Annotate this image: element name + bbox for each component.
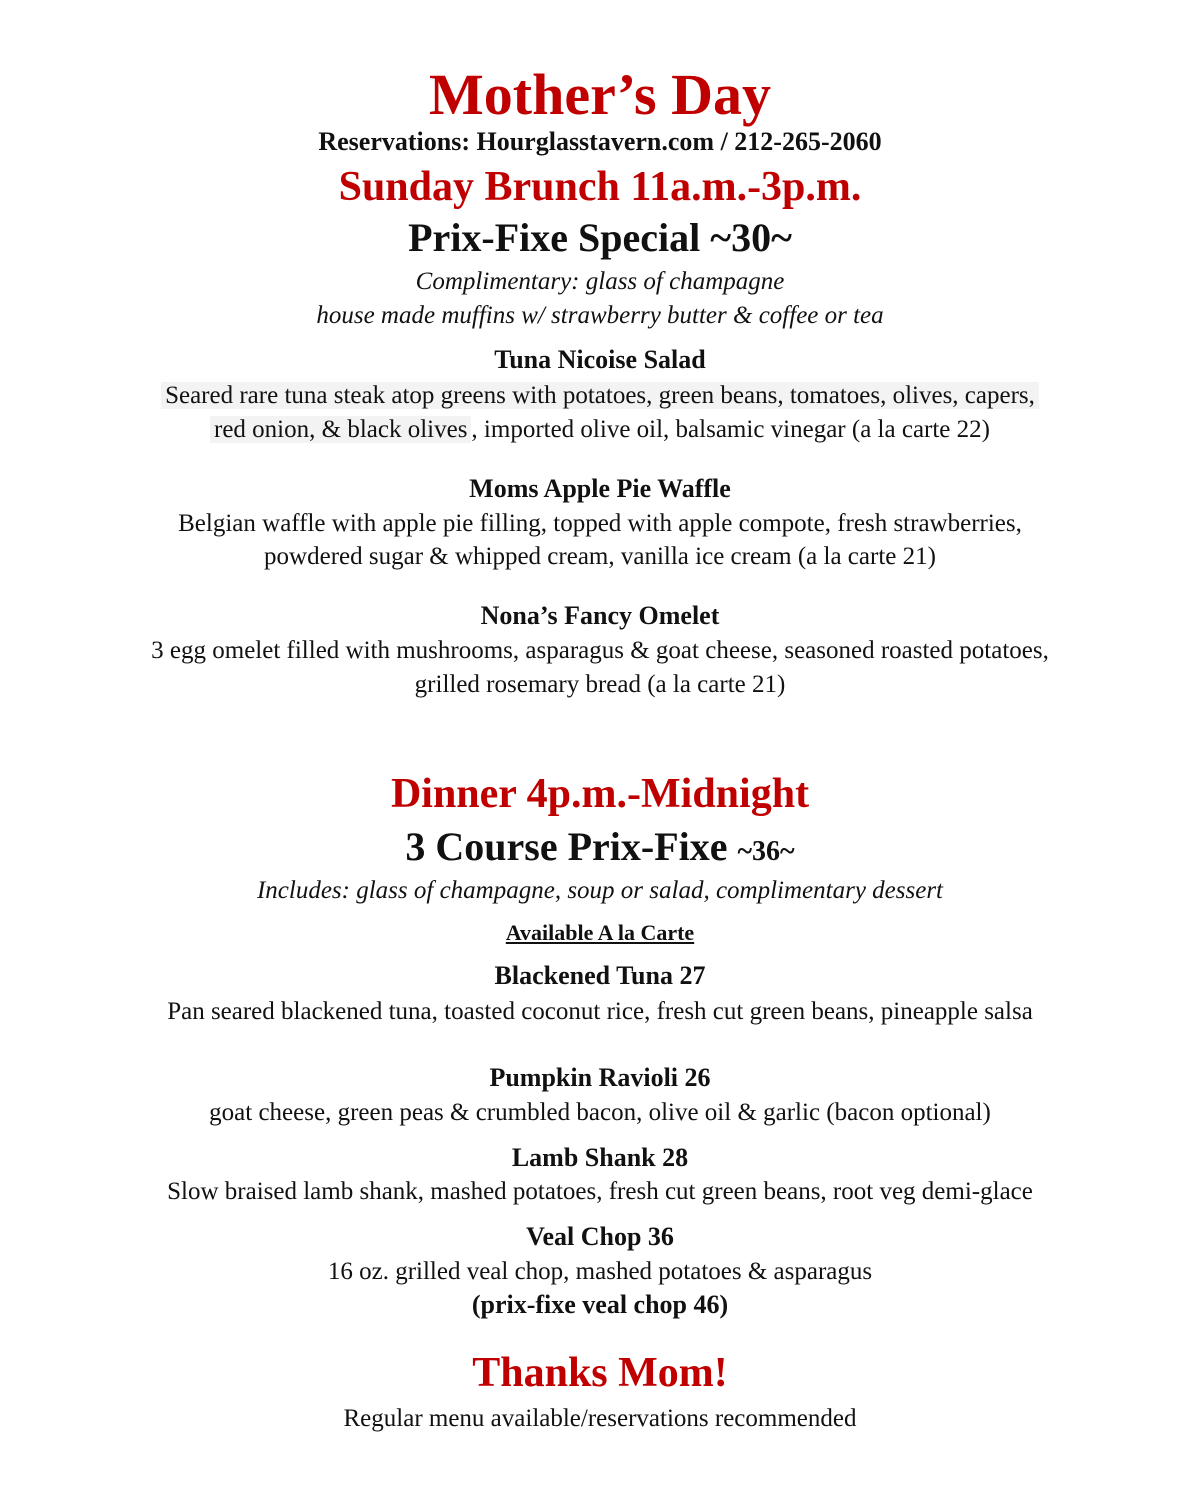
brunch-item-desc xyxy=(0,413,1200,446)
brunch-item-desc: grilled rosemary bread (a la carte 21) xyxy=(414,671,786,698)
brunch-item-desc: Belgian waffle with apple pie filling, topped with apple compote, fresh strawberries, xyxy=(178,510,1022,537)
brunch-heading: Sunday Brunch 11a.m.-3p.m. xyxy=(338,164,862,210)
dinner-item-name: Pumpkin Ravioli 26 xyxy=(489,1063,711,1092)
dinner-prix-fixe-price: ~36~ xyxy=(737,836,795,867)
brunch-complimentary-2: house made muffins w/ strawberry butter & coffee or tea xyxy=(316,302,884,329)
brunch-special: Prix-Fixe Special ~30~ xyxy=(408,215,792,260)
brunch-item-desc: powdered sugar & whipped cream, vanilla ice cream (a la carte 21) xyxy=(264,543,936,570)
dinner-item-desc: Pan seared blackened tuna, toasted coconut rice, fresh cut green beans, pineapple salsa xyxy=(167,998,1033,1025)
dinner-item-desc: goat cheese, green peas & crumbled bacon, olive oil & garlic (bacon optional) xyxy=(209,1099,991,1126)
brunch-item-name: Moms Apple Pie Waffle xyxy=(469,474,731,503)
dinner-item-name: Lamb Shank 28 xyxy=(511,1143,689,1172)
a-la-carte-heading: Available A la Carte xyxy=(505,920,695,945)
brunch-item-desc-line: Seared rare tuna steak atop greens with potatoes, green beans, tomatoes, olives, capers, xyxy=(161,382,1039,409)
menu-title: Mother’s Day xyxy=(429,62,771,127)
closing-note: Regular menu available/reservations recommended xyxy=(343,1405,857,1432)
brunch-complimentary-1: Complimentary: glass of champagne xyxy=(415,268,785,295)
reservations-info: Reservations: Hourglasstavern.com / 212-265-2060 xyxy=(318,127,882,156)
dinner-prix-fixe-label: 3 Course Prix-Fixe xyxy=(405,824,728,869)
dinner-item-note: (prix-fixe veal chop 46) xyxy=(471,1290,729,1319)
brunch-item-desc-highlight: red onion, & black olives xyxy=(210,416,471,443)
brunch-item-desc-line: , imported olive oil, balsamic vinegar (a la carte 22) xyxy=(471,416,990,443)
dinner-item-desc: 16 oz. grilled veal chop, mashed potatoes & asparagus xyxy=(327,1258,873,1285)
dinner-item-desc: Slow braised lamb shank, mashed potatoes, fresh cut green beans, root veg demi-glace xyxy=(167,1178,1033,1205)
thanks-heading: Thanks Mom! xyxy=(472,1350,728,1396)
brunch-item-name: Tuna Nicoise Salad xyxy=(494,345,706,374)
dinner-item-name: Veal Chop 36 xyxy=(526,1222,674,1251)
dinner-heading: Dinner 4p.m.-Midnight xyxy=(390,771,810,817)
brunch-item-desc: 3 egg omelet filled with mushrooms, asparagus & goat cheese, seasoned roasted potatoes, xyxy=(151,637,1049,664)
dinner-prix-fixe xyxy=(0,823,1200,876)
brunch-item-name: Nona’s Fancy Omelet xyxy=(480,601,720,630)
brunch-item-desc xyxy=(0,379,1200,412)
dinner-includes: Includes: glass of champagne, soup or salad, complimentary dessert xyxy=(256,877,944,904)
dinner-item-name: Blackened Tuna 27 xyxy=(494,961,706,990)
